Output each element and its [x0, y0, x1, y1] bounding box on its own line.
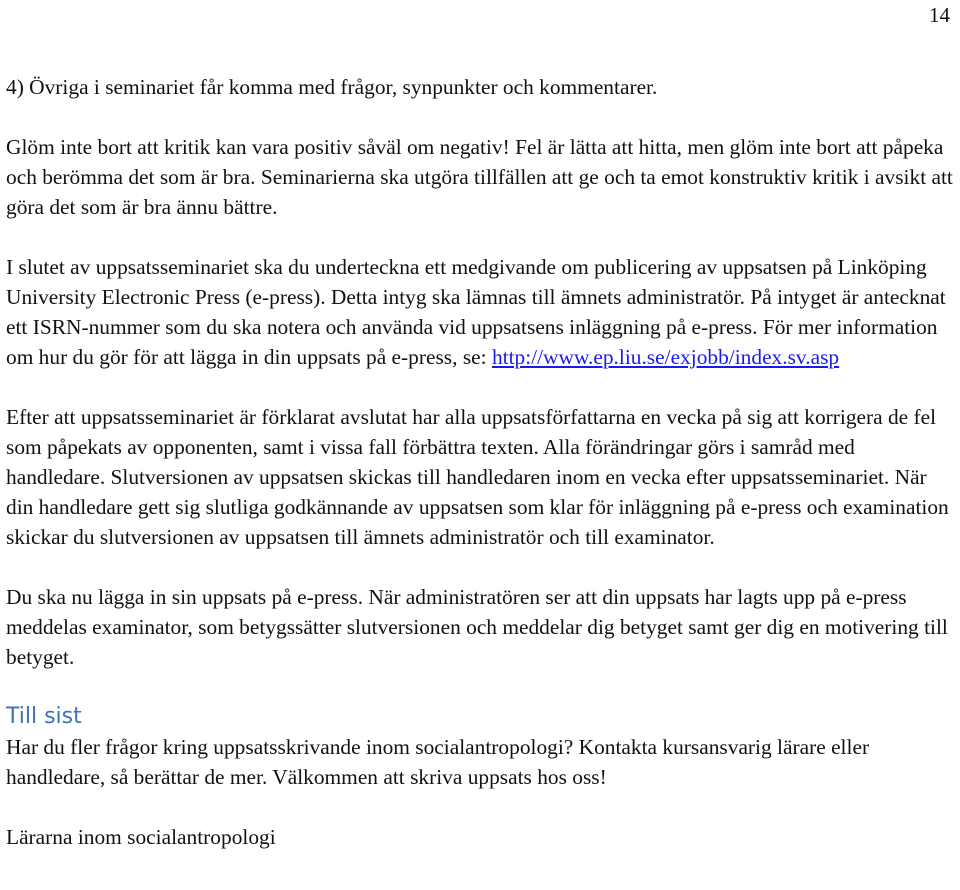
paragraph-final-version: Efter att uppsatsseminariet är förklarat avslutat har alla uppsatsförfattarna en vecka på sig att korrigera de fel som påpekats av opponenten, samt i vissa fall förbättra texten. Alla förändringar görs i samråd med handledare. Slutversionen av uppsatsen skickas till handledaren inom en vecka efter uppsatsseminariet. När din handledare gett sig slutliga godkännande av uppsatsen som klar för inläggning på e-press och examination skickar du slutversionen av uppsatsen till ämnets administratör och till examinator. [6, 405, 949, 549]
paragraph-publication-text: I slutet av uppsatsseminariet ska du underteckna ett medgivande om publicering av uppsatsen på Linköping University Electronic Press (e-press). Detta intyg ska lämnas till ämnets administratör. På intyget är antecknat ett ISRN-nummer som du ska notera och använda vid uppsatsens inläggning på e-press. För mer information om hur du gör för att lägga in din uppsats på e-press, se: [6, 255, 946, 369]
section-heading: Till sist [6, 704, 82, 729]
signature: Lärarna inom socialantropologi [6, 825, 276, 849]
e-press-link[interactable]: http://www.ep.liu.se/exjobb/index.sv.asp [491, 345, 840, 369]
paragraph-criticism: Glöm inte bort att kritik kan vara positiv såväl om negativ! Fel är lätta att hitta, men glöm inte bort att påpeka och berömma det som är bra. Seminarierna ska utgöra tillfällen att ge och ta emot konstruktiv kritik i avsikt att göra det som är bra ännu bättre. [6, 135, 953, 219]
paragraph-upload: Du ska nu lägga in sin uppsats på e-press. När administratören ser att din uppsats har lagts upp på e-press meddelas examinator, som betygssätter slutversionen och meddelar dig betyget samt ger dig en motivering till betyget. [6, 585, 948, 669]
page-number: 14 [929, 3, 950, 27]
document-body [6, 72, 958, 852]
paragraph-publication [6, 252, 958, 372]
paragraph-closing: Har du fler frågor kring uppsatsskrivande inom socialantropologi? Kontakta kursansvarig lärare eller handledare, så berättar de mer. Välkommen att skriva uppsats hos oss! [6, 735, 870, 789]
paragraph-item-4: 4) Övriga i seminariet får komma med frågor, synpunkter och kommentarer. [6, 75, 658, 99]
